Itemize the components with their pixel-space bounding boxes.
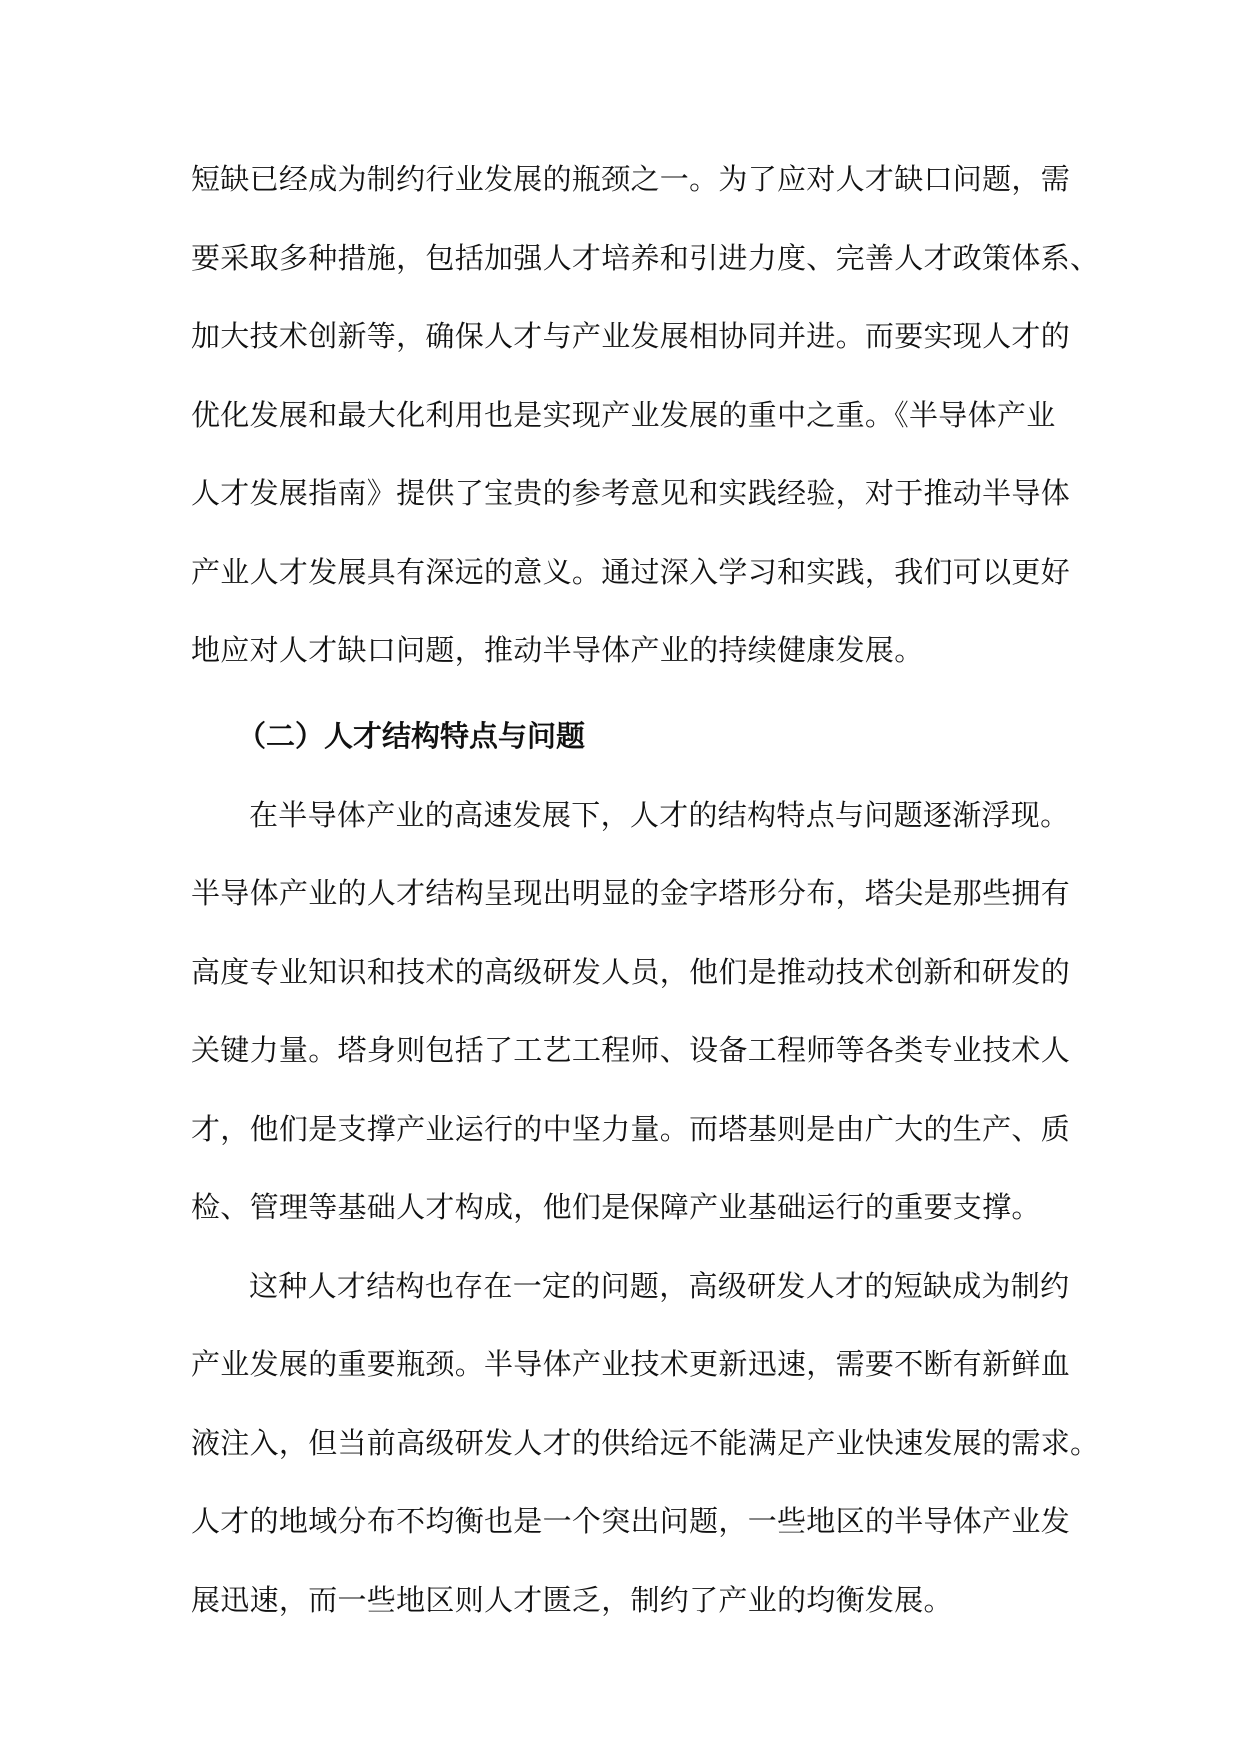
text-line: 半导体产业的人才结构呈现出明显的金字塔形分布，塔尖是那些拥有 <box>191 876 1071 910</box>
text-line: 要采取多种措施，包括加强人才培养和引进力度、完善人才政策体系、 <box>191 240 1100 275</box>
text-line: 才，他们是支撑产业运行的中坚力量。而塔基则是由广大的生产、质 <box>191 1111 1071 1146</box>
text-line: 优化发展和最大化利用也是实现产业发展的重中之重。《半导体产业 <box>191 397 1056 432</box>
text-line: 液注入，但当前高级研发人才的供给远不能满足产业快速发展的需求。 <box>191 1425 1100 1460</box>
paragraph-continued <box>191 140 1100 690</box>
paragraph-talent-problems <box>191 1247 1100 1640</box>
text-line: 关键力量。塔身则包括了工艺工程师、设备工程师等各类专业技术人 <box>191 1033 1071 1067</box>
text-line: 高度专业知识和技术的高级研发人员，他们是推动技术创新和研发的 <box>191 954 1071 989</box>
text-line: 地应对人才缺口问题，推动半导体产业的持续健康发展。 <box>191 633 924 667</box>
text-line: 这种人才结构也存在一定的问题，高级研发人才的短缺成为制约 <box>249 1268 1070 1303</box>
paragraph-talent-structure <box>191 776 1071 1247</box>
text-line: 检、管理等基础人才构成，他们是保障产业基础运行的重要支撑。 <box>191 1190 1041 1224</box>
text-line: 展迅速，而一些地区则人才匮乏，制约了产业的均衡发展。 <box>191 1582 953 1617</box>
text-line: 人才发展指南》提供了宝贵的参考意见和实践经验，对于推动半导体 <box>191 476 1071 510</box>
text-line: 产业人才发展具有深远的意义。通过深入学习和实践，我们可以更好 <box>191 554 1071 589</box>
document-body <box>191 140 1100 1639</box>
text-line: 产业发展的重要瓶颈。半导体产业技术更新迅速，需要不断有新鲜血 <box>191 1347 1071 1381</box>
text-line: 人才的地域分布不均衡也是一个突出问题，一些地区的半导体产业发 <box>191 1504 1071 1538</box>
text-line: 在半导体产业的高速发展下，人才的结构特点与问题逐渐浮现。 <box>249 797 1070 832</box>
text-line: 加大技术创新等，确保人才与产业发展相协同并进。而要实现人才的 <box>191 319 1071 353</box>
section-heading: （二）人才结构特点与问题 <box>237 718 586 753</box>
text-line: 短缺已经成为制约行业发展的瓶颈之一。为了应对人才缺口问题，需 <box>191 162 1071 196</box>
